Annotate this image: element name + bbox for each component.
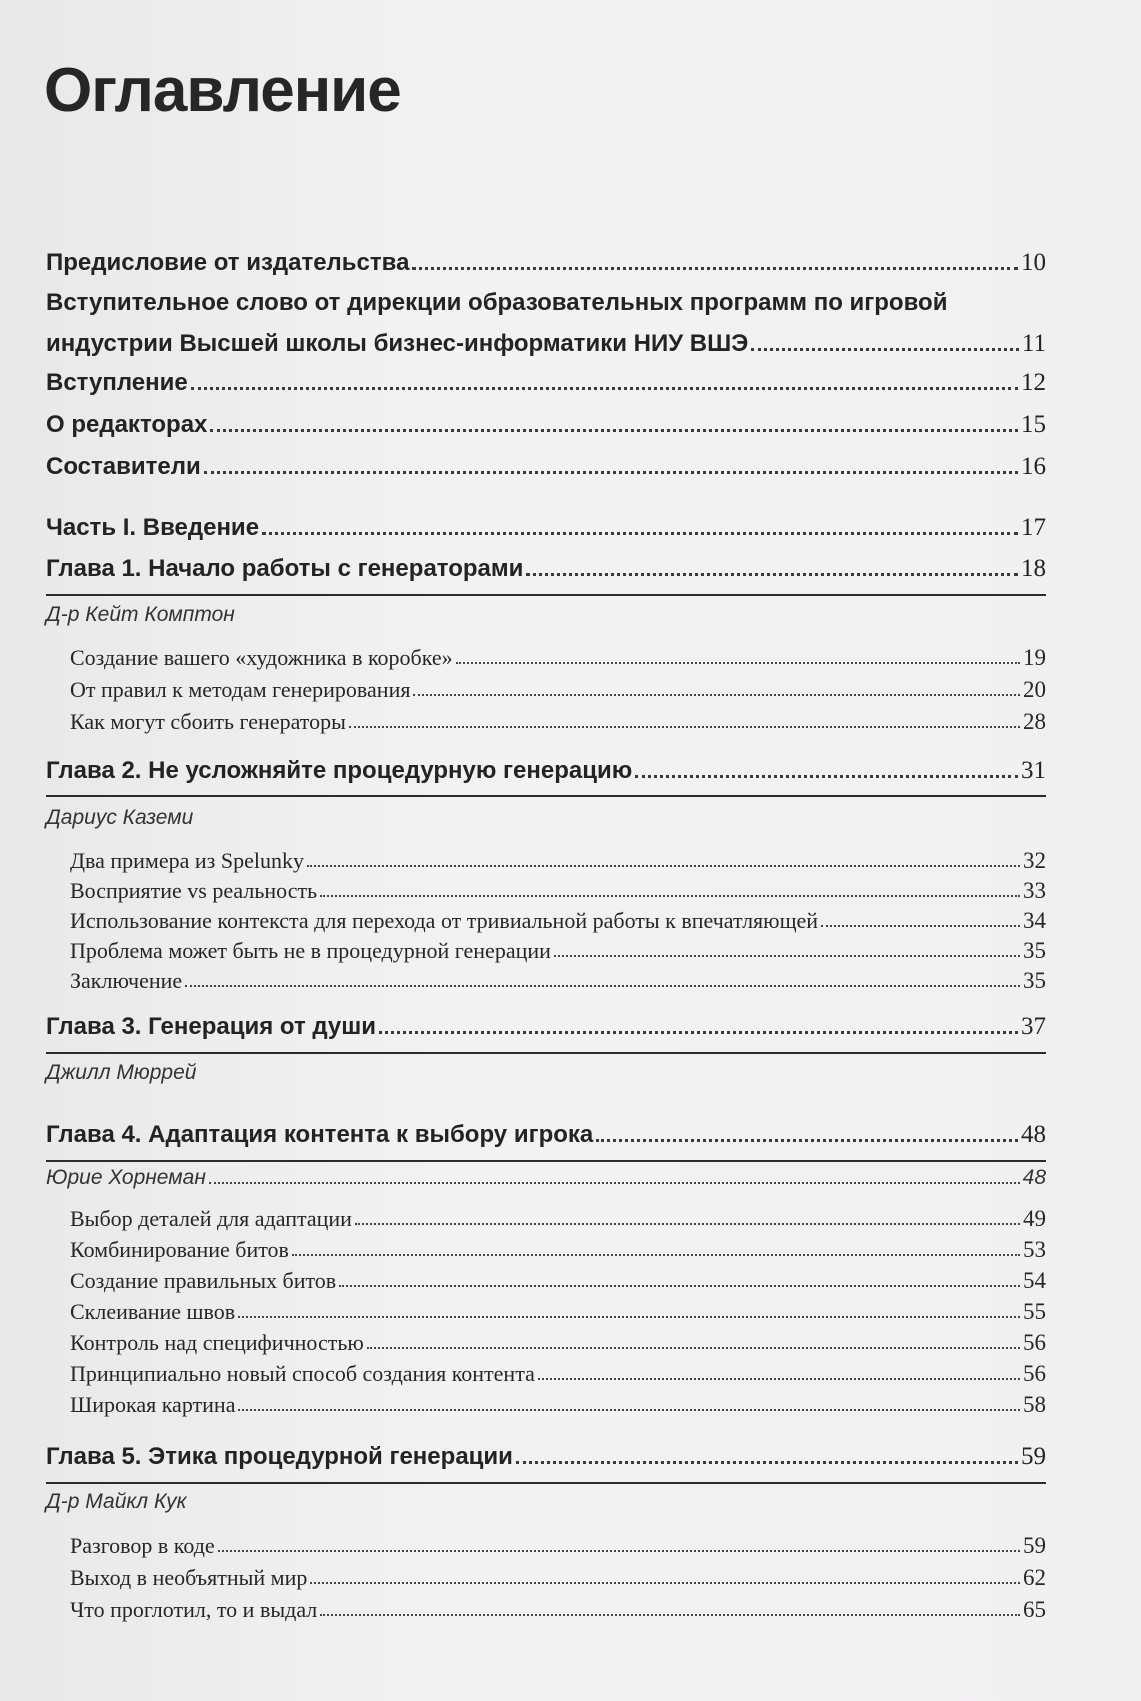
dot-leader [635, 775, 1018, 778]
chapter-rule [46, 1052, 1046, 1054]
page-title: Оглавление [44, 56, 401, 125]
chapter-title: Глава 1. Начало работы с генераторами [46, 555, 524, 582]
section-page: 35 [1023, 938, 1046, 963]
entry-page: 12 [1021, 369, 1046, 396]
section-page: 55 [1023, 1299, 1046, 1324]
toc-chapter-2 [46, 758, 1046, 783]
toc-section [70, 678, 1046, 701]
toc-section [70, 1362, 1046, 1385]
chapter-rule [46, 1160, 1046, 1162]
section-page: 34 [1023, 908, 1046, 933]
chapter-page: 37 [1021, 1013, 1046, 1040]
dot-leader [413, 694, 1020, 696]
entry-title: Предисловие от издательства [46, 249, 410, 276]
entry-title: О редакторах [46, 411, 208, 438]
dot-leader [516, 1461, 1018, 1464]
dot-leader [751, 348, 1019, 351]
toc-section [70, 969, 1046, 992]
entry-page: 16 [1021, 453, 1046, 480]
dot-leader [821, 925, 1020, 927]
dot-leader [209, 1182, 1020, 1184]
section-page: 54 [1023, 1268, 1046, 1293]
section-page: 20 [1023, 677, 1046, 702]
toc-entry-intro [46, 331, 1046, 356]
chapter-title: Глава 2. Не усложняйте процедурную генерацию [46, 757, 633, 784]
entry-page: 10 [1021, 249, 1046, 276]
dot-leader [596, 1139, 1018, 1142]
dot-leader [204, 471, 1018, 474]
chapter-rule [46, 1482, 1046, 1484]
entry-title: Вступление [46, 369, 188, 396]
toc-section [70, 710, 1046, 733]
section-title: Комбинирование битов [70, 1237, 289, 1262]
chapter-title: Глава 3. Генерация от души [46, 1013, 377, 1040]
dot-leader [538, 1378, 1020, 1380]
toc-section [70, 646, 1046, 669]
dot-leader [526, 573, 1018, 576]
toc-entry-part-1 [46, 515, 1046, 540]
dot-leader [238, 1409, 1020, 1411]
author-page: 48 [1022, 1166, 1046, 1189]
section-title: Выбор деталей для адаптации [70, 1206, 352, 1231]
toc-entry-intro-line1 [46, 291, 1046, 315]
section-page: 35 [1023, 968, 1046, 993]
chapter-title: Глава 5. Этика процедурной генерации [46, 1443, 513, 1470]
section-page: 53 [1023, 1237, 1046, 1262]
toc-entry-preface [46, 250, 1046, 275]
section-page: 59 [1023, 1533, 1046, 1558]
dot-leader [355, 1223, 1020, 1225]
toc-section [70, 939, 1046, 962]
entry-title: индустрии Высшей школы бизнес-информатики НИУ ВШЭ [46, 330, 749, 357]
dot-leader [210, 429, 1018, 432]
dot-leader [367, 1347, 1020, 1349]
dot-leader [307, 865, 1020, 867]
dot-leader [320, 895, 1020, 897]
chapter-author: Дариус Каземи [46, 806, 194, 829]
dot-leader [379, 1031, 1018, 1034]
dot-leader [310, 1582, 1020, 1584]
toc-section [70, 1393, 1046, 1416]
section-title: Что проглотил, то и выдал [70, 1597, 318, 1622]
dot-leader [554, 955, 1020, 957]
section-title: Заключение [70, 968, 183, 993]
section-title: Склеивание швов [70, 1299, 236, 1324]
section-title: Создание вашего «художника в коробке» [70, 645, 453, 670]
section-title: Выход в необъятный мир [70, 1565, 308, 1590]
chapter-rule [46, 795, 1046, 797]
dot-leader [456, 662, 1020, 664]
entry-title-line1: Вступительное слово от дирекции образовательных программ по игровой [46, 289, 948, 316]
section-title: Использование контекста для перехода от тривиальной работы к впечатляющей [70, 908, 819, 933]
entry-title: Составители [46, 453, 201, 480]
section-title: Широкая картина [70, 1392, 236, 1417]
dot-leader [262, 532, 1018, 535]
chapter-page: 48 [1021, 1121, 1046, 1148]
section-page: 49 [1023, 1206, 1046, 1231]
section-page: 28 [1023, 709, 1046, 734]
section-page: 19 [1023, 645, 1046, 670]
toc-entry-compilers [46, 454, 1046, 479]
section-page: 65 [1023, 1597, 1046, 1622]
toc-section [70, 1300, 1046, 1323]
entry-page: 15 [1021, 411, 1046, 438]
entry-title: Часть I. Введение [46, 514, 260, 541]
section-page: 62 [1023, 1565, 1046, 1590]
toc-section [70, 849, 1046, 872]
dot-leader [185, 985, 1020, 987]
chapter-rule [46, 594, 1046, 596]
section-page: 58 [1023, 1392, 1046, 1417]
chapter-author: Д-р Кейт Комптон [46, 603, 235, 626]
chapter-author: Юрие Хорнеман [46, 1166, 206, 1189]
dot-leader [412, 267, 1018, 270]
toc-section [70, 1598, 1046, 1621]
chapter-author: Джилл Мюррей [46, 1061, 197, 1084]
chapter-title: Глава 4. Адаптация контента к выбору игрока [46, 1121, 594, 1148]
toc-chapter-4 [46, 1122, 1046, 1147]
entry-page: 11 [1021, 330, 1046, 357]
toc-section [70, 1566, 1046, 1589]
section-page: 56 [1023, 1330, 1046, 1355]
section-title: Создание правильных битов [70, 1268, 337, 1293]
dot-leader [218, 1550, 1020, 1552]
dot-leader [320, 1614, 1020, 1616]
toc-section [70, 1207, 1046, 1230]
section-title: Принципиально новый способ создания контента [70, 1361, 535, 1386]
toc-entry-editors [46, 412, 1046, 437]
dot-leader [238, 1316, 1020, 1318]
section-title: Восприятие vs реальность [70, 878, 318, 903]
dot-leader [191, 387, 1018, 390]
section-page: 33 [1023, 878, 1046, 903]
dot-leader [349, 726, 1020, 728]
toc-section [70, 1331, 1046, 1354]
section-title: Контроль над специфичностью [70, 1330, 364, 1355]
entry-page: 17 [1021, 514, 1046, 541]
toc-chapter-3 [46, 1014, 1046, 1039]
toc-section [70, 1269, 1046, 1292]
dot-leader [292, 1254, 1020, 1256]
chapter-author-row [46, 1167, 1046, 1188]
section-page: 56 [1023, 1361, 1046, 1386]
toc-section [70, 909, 1046, 932]
section-page: 32 [1023, 848, 1046, 873]
section-title: Как могут сбоить генераторы [70, 709, 346, 734]
toc-section [70, 1238, 1046, 1261]
section-title: Проблема может быть не в процедурной генерации [70, 938, 551, 963]
toc-chapter-1 [46, 556, 1046, 581]
toc-entry-foreword [46, 370, 1046, 395]
section-title: Два примера из Spelunky [70, 848, 304, 873]
chapter-page: 31 [1021, 757, 1046, 784]
section-title: Разговор в коде [70, 1533, 215, 1558]
chapter-page: 59 [1021, 1443, 1046, 1470]
toc-chapter-5 [46, 1444, 1046, 1469]
section-title: От правил к методам генерирования [70, 677, 411, 702]
toc-section [70, 879, 1046, 902]
toc-section [70, 1534, 1046, 1557]
chapter-page: 18 [1021, 555, 1046, 582]
chapter-author: Д-р Майкл Кук [46, 1490, 187, 1513]
dot-leader [339, 1285, 1020, 1287]
